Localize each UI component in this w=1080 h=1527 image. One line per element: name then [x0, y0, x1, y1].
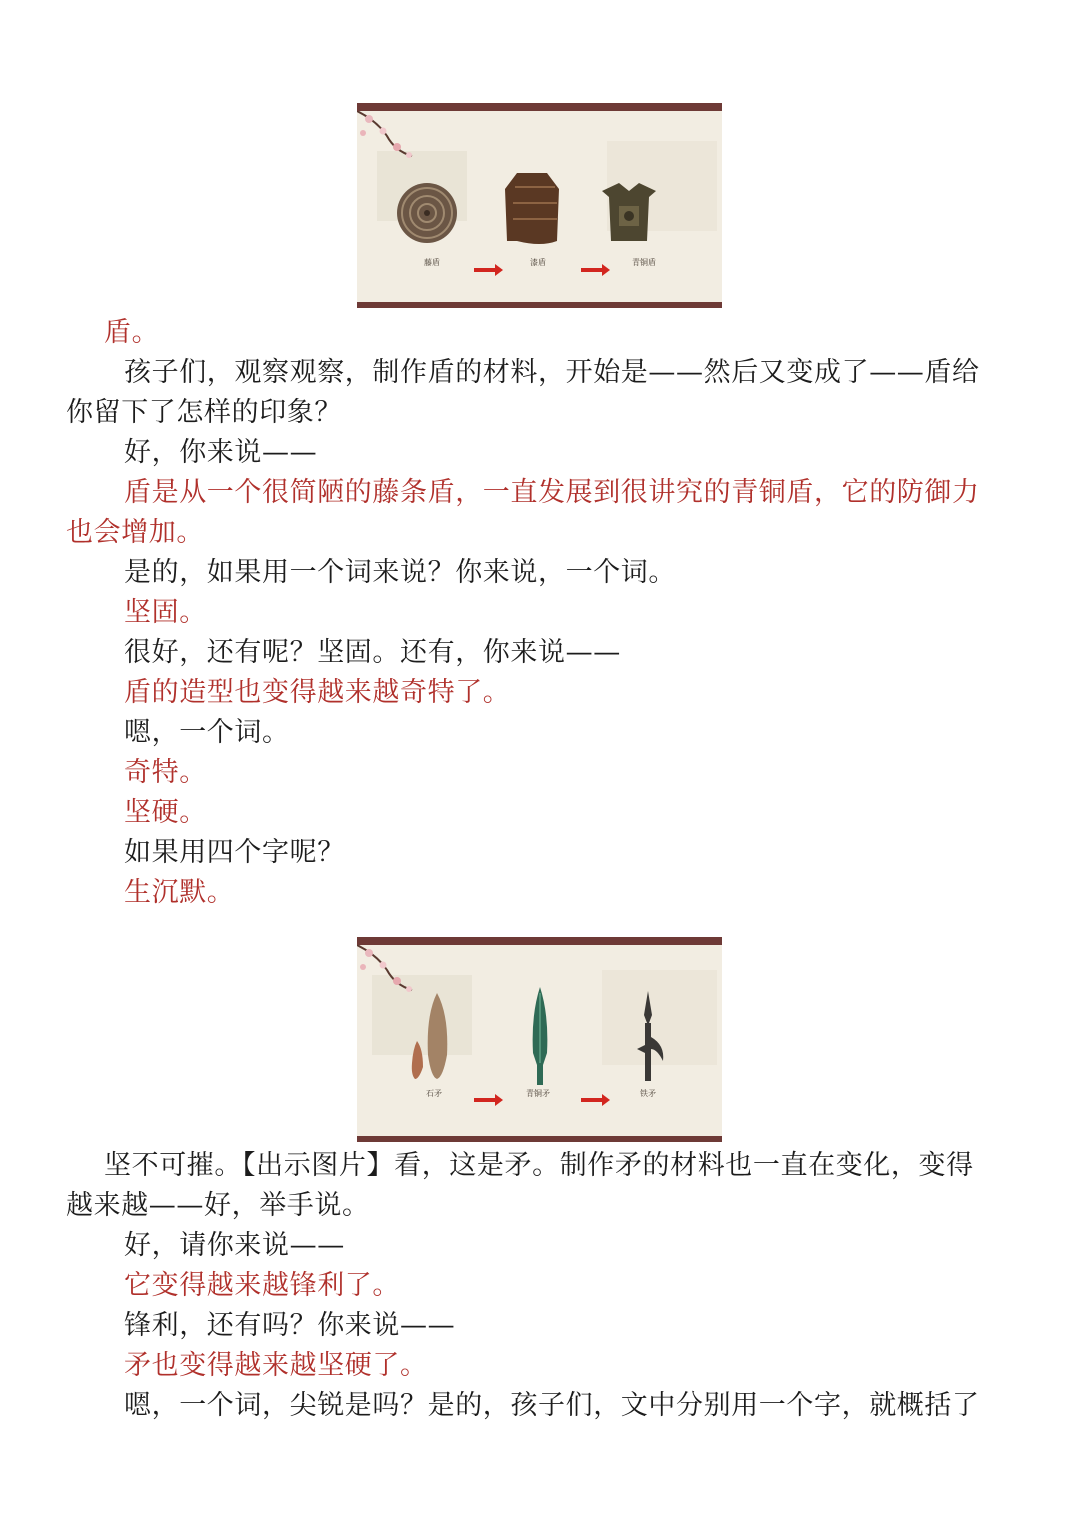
text-line: 生沉默。 [124, 877, 235, 908]
text-line: 是的，如果用一个词来说？你来说，一个词。 [124, 557, 676, 588]
text-line: 好，请你来说—— [124, 1230, 345, 1261]
slide-image-shields [357, 103, 722, 308]
text-line: 锋利，还有吗？你来说—— [124, 1310, 456, 1341]
text-line: 也会增加。 [66, 517, 204, 548]
text-line: 盾。 [104, 317, 160, 348]
slide-bottom-bar [357, 1136, 722, 1142]
text-line: 嗯，一个词，尖锐是吗？是的，孩子们，文中分别用一个字，就概括了 [124, 1390, 980, 1421]
text-line: 盾是从一个很简陋的藤条盾，一直发展到很讲究的青铜盾，它的防御力 [124, 477, 980, 508]
text-line: 孩子们，观察观察，制作盾的材料，开始是——然后又变成了——盾给 [124, 357, 980, 388]
text-line: 越来越——好，举手说。 [66, 1190, 370, 1221]
text-line: 嗯，一个词。 [124, 717, 290, 748]
slide-top-bar [357, 103, 722, 111]
spear-evolution-illustration [357, 945, 722, 1136]
text-line: 你留下了怎样的印象？ [66, 397, 342, 428]
caption-bronze-spear: 青铜矛 [526, 1089, 550, 1098]
rattan-shield-icon [397, 183, 457, 243]
shield-evolution-illustration [357, 111, 722, 302]
caption-rattan-shield: 藤盾 [424, 258, 440, 267]
slide-top-bar [357, 937, 722, 945]
text-line: 好，你来说—— [124, 437, 318, 468]
caption-iron-spear: 铁矛 [640, 1089, 656, 1098]
lacquer-shield-icon [505, 173, 559, 244]
text-line: 奇特。 [124, 757, 207, 788]
text-line: 坚固。 [124, 597, 207, 628]
text-line: 坚不可摧。【出示图片】看，这是矛。制作矛的材料也一直在变化，变得 [104, 1150, 974, 1181]
text-line: 它变得越来越锋利了。 [124, 1270, 400, 1301]
caption-lacquer-shield: 漆盾 [530, 258, 546, 267]
text-line: 很好，还有呢？坚固。还有，你来说—— [124, 637, 621, 668]
text-line: 盾的造型也变得越来越奇特了。 [124, 677, 511, 708]
caption-bronze-shield: 青铜盾 [632, 258, 656, 267]
text-line: 坚硬。 [124, 797, 207, 828]
slide-bottom-bar [357, 302, 722, 308]
text-line: 如果用四个字呢？ [124, 837, 345, 868]
slide-image-spears [357, 937, 722, 1142]
caption-stone-spear: 石矛 [426, 1089, 442, 1098]
text-line: 矛也变得越来越坚硬了。 [124, 1350, 428, 1381]
